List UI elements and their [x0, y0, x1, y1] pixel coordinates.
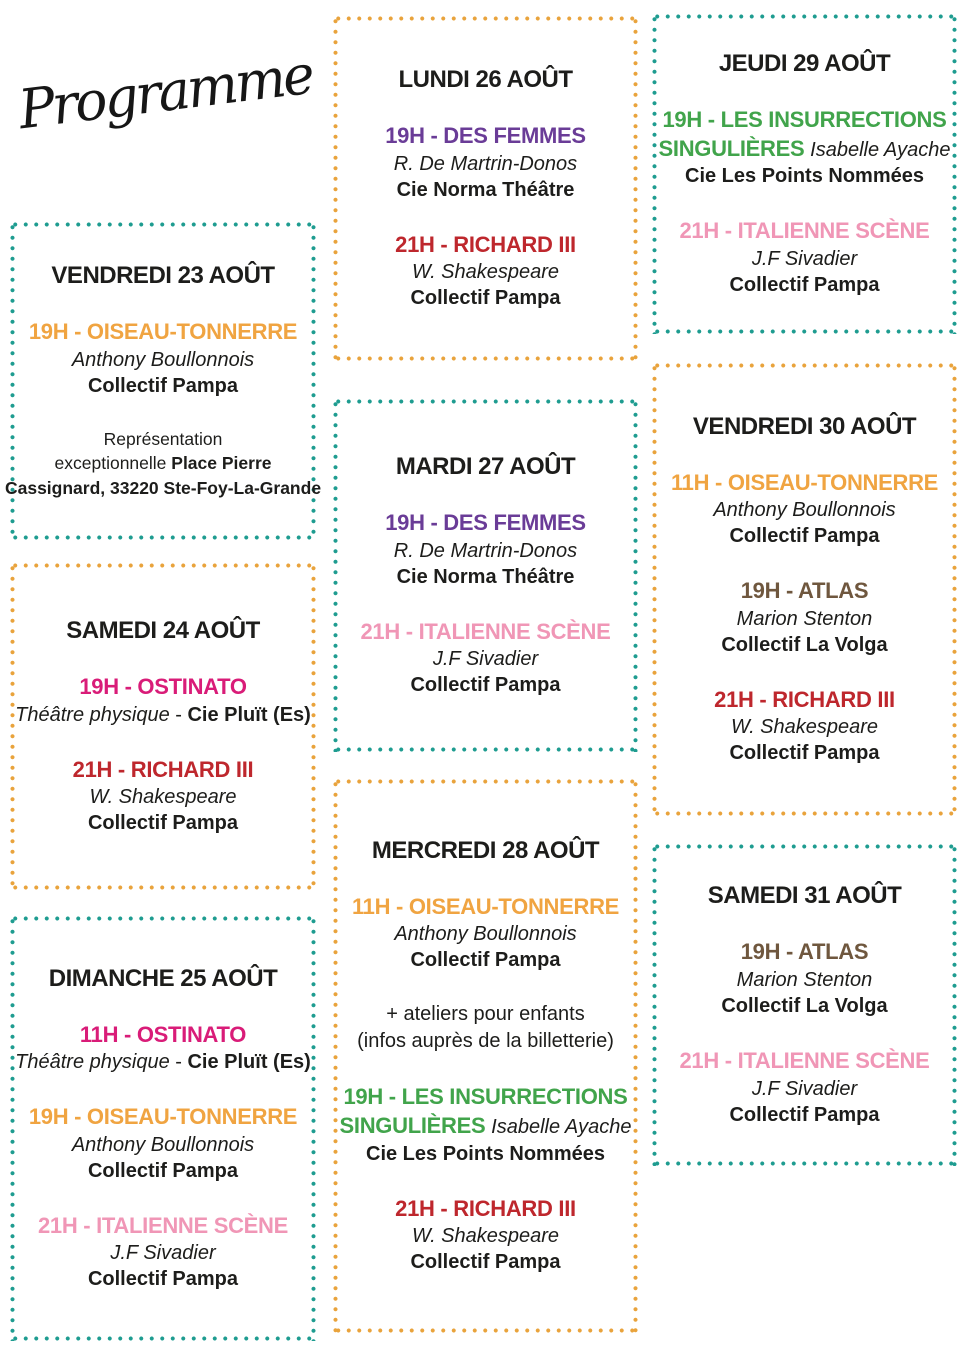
text-line [680, 246, 930, 272]
event-time-title: 19H - OSTINATO [79, 673, 247, 699]
event-time-title: 19H - LES INSURRECTIONS [662, 107, 947, 133]
text-line [659, 163, 951, 189]
event-author: W. Shakespeare [411, 1225, 560, 1248]
text-line [15, 1021, 311, 1050]
text-line [385, 509, 586, 538]
text-line [357, 1028, 614, 1055]
event [395, 1195, 576, 1276]
event-author: Théâtre physique [15, 703, 170, 726]
schedule-box-lundi-26 [333, 16, 638, 361]
text-line [340, 1112, 632, 1141]
event-company: Cie Norma Théâtre [396, 565, 575, 588]
event [29, 318, 297, 399]
event [29, 1103, 297, 1184]
schedule-box-samedi-31 [652, 844, 957, 1166]
day-title: MERCREDI 28 AOÛT [371, 836, 600, 864]
text-line [29, 318, 297, 347]
event-time-title: 21H - RICHARD III [395, 231, 576, 257]
event-company: Cassignard, 33220 Ste-Foy-La-Grande [4, 477, 322, 498]
text-line [73, 810, 254, 836]
note [357, 1001, 614, 1055]
event [659, 106, 951, 189]
text-line [357, 1001, 614, 1028]
text-line [680, 1102, 930, 1128]
event-author: W. Shakespeare [89, 786, 237, 809]
event-author: Marion Stenton [736, 969, 873, 991]
event [680, 217, 930, 298]
event [671, 469, 938, 550]
event-time-title: 21H - RICHARD III [72, 756, 254, 782]
text-line [29, 1158, 297, 1184]
event [15, 673, 311, 728]
text-line [73, 756, 254, 785]
schedule-box-jeudi-29 [652, 14, 957, 334]
event-company: Collectif Pampa [410, 674, 561, 697]
event [361, 618, 611, 699]
text-line [721, 577, 887, 606]
schedule-box-dimanche-25 [10, 916, 316, 1341]
event-company: Cie Les Points Nommées [685, 165, 924, 188]
text-line [395, 1195, 576, 1224]
event-author: J.F Sivadier [432, 648, 539, 671]
event [714, 686, 895, 767]
event-time-title: 19H - OISEAU-TONNERRE [28, 318, 298, 344]
text-line [73, 784, 254, 810]
event-time-title: 21H - ITALIENNE SCÈNE [679, 1048, 930, 1073]
text-line [15, 702, 311, 728]
event [385, 122, 586, 203]
event-time-title: 19H - OISEAU-TONNERRE [28, 1104, 298, 1130]
event-company: Collectif Pampa [87, 812, 239, 835]
text-line [340, 1083, 632, 1112]
note-text: Représentation [103, 428, 223, 449]
text-line [5, 476, 321, 501]
event-time-title: SINGULIÈRES [658, 135, 811, 161]
text-line [714, 740, 895, 766]
text-line [38, 1240, 288, 1266]
day-title: VENDREDI 23 AOÛT [51, 261, 275, 289]
text-line [15, 673, 311, 702]
event-author: Anthony Boullonnois [71, 1133, 255, 1156]
event-company: Cie Pluït (Es) [187, 703, 311, 726]
event [680, 1047, 930, 1128]
text-line [680, 272, 930, 298]
text-line [659, 135, 951, 164]
day-title: SAMEDI 24 AOÛT [66, 616, 260, 644]
day-title: LUNDI 26 AOÛT [398, 65, 573, 93]
text-line [714, 714, 895, 740]
text-line [385, 122, 586, 151]
text-line [721, 606, 887, 632]
text-line [671, 523, 938, 549]
text-line [395, 1249, 576, 1275]
event-company: Collectif Pampa [729, 742, 880, 765]
text-line [721, 632, 887, 658]
text-line [352, 893, 619, 922]
text-line [361, 672, 611, 698]
schedule-box-mardi-27 [333, 399, 638, 752]
event-author: W. Shakespeare [730, 716, 879, 739]
event-company: Cie Les Points Nommées [366, 1142, 605, 1165]
text-line [38, 1212, 288, 1241]
text-line [385, 151, 586, 177]
event [15, 1021, 311, 1076]
text-line [395, 1223, 576, 1249]
text-line [714, 686, 895, 715]
event [352, 893, 619, 974]
event-company: Collectif La Volga [721, 995, 888, 1017]
event-time-title: 19H - DES FEMMES [385, 122, 586, 148]
schedule-box-vendredi-23 [4, 222, 322, 540]
event-time-title: 19H - ATLAS [740, 578, 869, 604]
event-company: Collectif Pampa [729, 1103, 880, 1126]
text-line [680, 1076, 930, 1102]
text-line [5, 427, 321, 452]
event-time-title: 21H - ITALIENNE SCÈNE [360, 618, 611, 644]
event-company: Collectif Pampa [410, 287, 561, 310]
event-time-title: 19H - DES FEMMES [385, 509, 586, 535]
event-author: Anthony Boullonnois [394, 923, 577, 946]
event-company: Collectif Pampa [729, 273, 880, 296]
note [5, 427, 321, 501]
day-title: SAMEDI 31 AOÛT [707, 882, 902, 910]
event-company: Cie Norma Théâtre [396, 178, 575, 201]
text-line [29, 373, 297, 399]
text-line [15, 1049, 311, 1075]
text-line [352, 921, 619, 947]
event-time-title: 19H - ATLAS [740, 939, 869, 965]
text-line [38, 1266, 288, 1292]
event-company: Cie Pluït (Es) [187, 1051, 311, 1074]
schedule-box-mercredi-28 [333, 779, 638, 1333]
event-time-title: 21H - RICHARD III [395, 1195, 576, 1221]
text-line [385, 177, 586, 203]
event-company: Collectif Pampa [87, 1159, 239, 1182]
note-text: + ateliers pour enfants [386, 1003, 585, 1026]
event [395, 231, 576, 312]
event-company: Collectif Pampa [87, 374, 239, 397]
event-author: J.F Sivadier [751, 247, 858, 270]
schedule-box-vendredi-30 [652, 363, 957, 816]
event [38, 1212, 288, 1293]
text-line [721, 993, 887, 1019]
text-line [5, 451, 321, 476]
event-company: Collectif Pampa [410, 1251, 561, 1274]
event [721, 938, 887, 1019]
text-line [680, 1047, 930, 1076]
event-author: Isabelle Ayache [810, 138, 951, 161]
text-line [395, 259, 576, 285]
text-line [29, 1103, 297, 1132]
text-line [395, 231, 576, 260]
text-line [721, 938, 887, 967]
event-author: Marion Stenton [736, 607, 873, 630]
day-title: MARDI 27 AOÛT [395, 452, 576, 480]
schedule-box-samedi-24 [10, 563, 316, 890]
event-time-title: 21H - ITALIENNE SCÈNE [38, 1212, 288, 1238]
event-author: W. Shakespeare [411, 261, 560, 284]
text-line [385, 564, 586, 590]
text-line [721, 967, 887, 993]
event-author: Théâtre physique [15, 1051, 170, 1074]
event-time-title: 21H - ITALIENNE SCÈNE [679, 218, 930, 244]
event [385, 509, 586, 590]
event-company: Collectif Pampa [87, 1268, 239, 1291]
day-title: VENDREDI 30 AOÛT [692, 412, 917, 440]
day-title: DIMANCHE 25 AOÛT [48, 964, 278, 992]
event-time-title: 11H - OISEAU-TONNERRE [670, 469, 939, 495]
event-time-title: 21H - RICHARD III [714, 686, 895, 712]
text-line [361, 646, 611, 672]
event-company: Collectif Pampa [729, 525, 880, 548]
event-time-title: 11H - OISEAU-TONNERRE [351, 893, 620, 919]
text-line [361, 618, 611, 647]
event-time-title: 11H - OSTINATO [79, 1021, 247, 1047]
event-time-title: 19H - LES INSURRECTIONS [343, 1084, 628, 1110]
text-line [385, 538, 586, 564]
event-author: J.F Sivadier [110, 1242, 216, 1265]
text-line [340, 1141, 632, 1167]
event-author: Isabelle Ayache [491, 1116, 632, 1138]
text-line [671, 497, 938, 523]
text-line [29, 1132, 297, 1158]
event-author: R. De Martrin-Donos [393, 539, 578, 562]
note-text: - [169, 1051, 188, 1074]
text-line [352, 947, 619, 973]
text-line [659, 106, 951, 135]
event-author: R. De Martrin-Donos [393, 152, 578, 175]
text-line [395, 285, 576, 311]
event-time-title: SINGULIÈRES [339, 1113, 492, 1138]
text-line [29, 347, 297, 373]
text-line [671, 469, 938, 498]
event-author: Anthony Boullonnois [713, 499, 896, 522]
event [340, 1083, 632, 1166]
event [73, 756, 254, 837]
event-company: Collectif Pampa [410, 949, 561, 972]
note-text: (infos auprès de la billetterie) [357, 1030, 614, 1053]
event-author: J.F Sivadier [751, 1077, 858, 1100]
event-author: Anthony Boullonnois [71, 348, 255, 371]
note-text: exceptionnelle [54, 453, 172, 474]
text-line [680, 217, 930, 246]
event-company: Place Pierre [171, 453, 272, 474]
note-text: - [169, 703, 188, 726]
day-title: JEUDI 29 AOÛT [718, 50, 891, 78]
event [721, 577, 887, 658]
programme-logo: Programme [15, 42, 316, 142]
event-company: Collectif La Volga [721, 633, 888, 656]
